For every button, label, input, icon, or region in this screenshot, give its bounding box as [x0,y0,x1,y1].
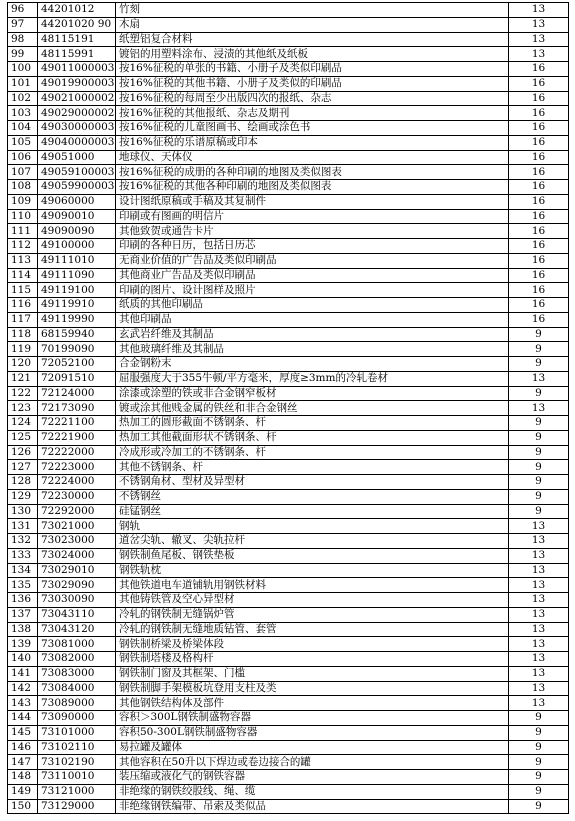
row-number-cell: 118 [8,327,38,342]
commodity-name-cell: 非绝缘的钢铁绞股线、绳、缆 [116,784,509,799]
table-row [8,47,569,62]
commodity-name-cell: 无商业价值的广告品及类似印刷品 [116,253,509,268]
tax-rate-cell: 16 [509,209,569,224]
table-row [8,371,569,386]
table-row [8,62,569,77]
commodity-name-cell: 按16%征税的乐谱原稿或印本 [116,135,509,150]
tax-rate-cell: 9 [509,504,569,519]
commodity-name-cell: 硅锰钢丝 [116,504,509,519]
table-row [8,180,569,195]
tax-rate-cell: 16 [509,194,569,209]
commodity-name-cell: 其他玻璃纤维及其制品 [116,342,509,357]
row-number-cell: 128 [8,475,38,490]
table-row [8,489,569,504]
table-row [8,327,569,342]
row-number-cell: 145 [8,725,38,740]
commodity-code-cell: 49021000002 [38,91,116,106]
tax-rate-cell: 16 [509,268,569,283]
row-number-cell: 113 [8,253,38,268]
row-number-cell: 112 [8,239,38,254]
commodity-name-cell: 不锈钢角材、型材及异型材 [116,475,509,490]
commodity-code-cell: 49059100003 [38,165,116,180]
commodity-name-cell: 涂漆或涂塑的铁或非合金钢窄板材 [116,386,509,401]
row-number-cell: 96 [8,3,38,18]
row-number-cell: 146 [8,740,38,755]
commodity-code-cell: 73101000 [38,725,116,740]
commodity-name-cell: 钢铁轨枕 [116,563,509,578]
tax-rate-cell: 13 [509,401,569,416]
commodity-name-cell: 钢铁制塔楼及格构杆 [116,652,509,667]
commodity-code-cell: 73089000 [38,696,116,711]
table-row [8,548,569,563]
commodity-code-cell: 73024000 [38,548,116,563]
tax-rate-cell: 16 [509,106,569,121]
tax-rate-cell: 13 [509,696,569,711]
table-row [8,298,569,313]
commodity-code-cell: 73110010 [38,770,116,785]
commodity-code-cell: 72224000 [38,475,116,490]
commodity-code-cell: 72091510 [38,371,116,386]
tax-rate-cell: 13 [509,519,569,534]
commodity-code-cell: 73030090 [38,593,116,608]
commodity-name-cell: 玄武岩纤维及其制品 [116,327,509,342]
table-row [8,239,569,254]
row-number-cell: 106 [8,150,38,165]
row-number-cell: 97 [8,17,38,32]
commodity-name-cell: 竹刻 [116,3,509,18]
table-row [8,76,569,91]
row-number-cell: 114 [8,268,38,283]
table-row [8,312,569,327]
commodity-name-cell: 其他铸铁管及空心异型材 [116,593,509,608]
commodity-code-cell: 72052100 [38,357,116,372]
commodity-code-cell: 73121000 [38,784,116,799]
commodity-code-cell: 73021000 [38,519,116,534]
table-row [8,607,569,622]
table-row [8,519,569,534]
table-row [8,283,569,298]
commodity-name-cell: 钢铁制桥梁及桥梁体段 [116,637,509,652]
commodity-code-cell: 68159940 [38,327,116,342]
table-row [8,770,569,785]
commodity-code-cell: 73023000 [38,534,116,549]
row-number-cell: 130 [8,504,38,519]
tax-rate-cell: 13 [509,47,569,62]
commodity-name-cell: 按16%征税的其他书籍、小册子及类似的印刷品 [116,76,509,91]
tax-rate-cell: 16 [509,121,569,136]
commodity-name-cell: 其他钢铁结构体及部件 [116,696,509,711]
commodity-code-cell: 73029010 [38,563,116,578]
commodity-code-cell: 49111010 [38,253,116,268]
commodity-code-cell: 73084000 [38,681,116,696]
table-row [8,711,569,726]
tax-rate-cell: 13 [509,563,569,578]
tax-rate-cell: 13 [509,548,569,563]
commodity-name-cell: 印刷或有图画的明信片 [116,209,509,224]
tax-rate-cell: 16 [509,298,569,313]
row-number-cell: 125 [8,430,38,445]
tax-rate-cell: 13 [509,3,569,18]
tax-rate-cell: 16 [509,283,569,298]
tax-rate-cell: 9 [509,784,569,799]
table-row [8,165,569,180]
row-number-cell: 137 [8,607,38,622]
row-number-cell: 142 [8,681,38,696]
row-number-cell: 103 [8,106,38,121]
tax-rate-cell: 9 [509,386,569,401]
tax-rate-cell: 16 [509,91,569,106]
commodity-name-cell: 热加工的圆形截面不锈钢条、杆 [116,416,509,431]
row-number-cell: 144 [8,711,38,726]
commodity-name-cell: 纸塑铝复合材料 [116,32,509,47]
tax-rate-cell: 9 [509,430,569,445]
commodity-code-cell: 49100000 [38,239,116,254]
commodity-name-cell: 钢铁制鱼尾板、钢铁垫板 [116,548,509,563]
row-number-cell: 134 [8,563,38,578]
table-row [8,209,569,224]
commodity-code-cell: 48115991 [38,47,116,62]
tax-rate-cell: 16 [509,239,569,254]
commodity-code-cell: 72223000 [38,460,116,475]
tax-rate-cell: 16 [509,224,569,239]
tax-rate-cell: 13 [509,32,569,47]
commodity-name-cell: 印刷的各种日历，包括日历芯 [116,239,509,254]
row-number-cell: 132 [8,534,38,549]
row-number-cell: 148 [8,770,38,785]
row-number-cell: 121 [8,371,38,386]
table-row [8,784,569,799]
table-row [8,460,569,475]
row-number-cell: 124 [8,416,38,431]
table-row [8,445,569,460]
commodity-code-cell: 49119990 [38,312,116,327]
tariff-rate-table [7,2,569,814]
commodity-name-cell: 地球仪、天体仪 [116,150,509,165]
commodity-name-cell: 印刷的图片、设计图样及照片 [116,283,509,298]
commodity-name-cell: 装压缩或液化气的钢铁容器 [116,770,509,785]
row-number-cell: 150 [8,799,38,814]
table-row [8,563,569,578]
tax-rate-cell: 13 [509,578,569,593]
tax-rate-cell: 9 [509,475,569,490]
commodity-code-cell: 73029090 [38,578,116,593]
commodity-name-cell: 非绝缘钢铁编带、吊索及类似品 [116,799,509,814]
commodity-name-cell: 按16%征税的儿童图画书、绘画或涂色书 [116,121,509,136]
tax-rate-cell: 13 [509,666,569,681]
commodity-name-cell: 木扇 [116,17,509,32]
commodity-code-cell: 48115191 [38,32,116,47]
table-row [8,401,569,416]
commodity-code-cell: 73043110 [38,607,116,622]
commodity-code-cell: 49030000003 [38,121,116,136]
commodity-code-cell: 73081000 [38,637,116,652]
table-row [8,268,569,283]
table-row [8,504,569,519]
table-row [8,91,569,106]
row-number-cell: 107 [8,165,38,180]
tax-rate-cell: 13 [509,622,569,637]
row-number-cell: 138 [8,622,38,637]
commodity-code-cell: 73129000 [38,799,116,814]
commodity-code-cell: 72221100 [38,416,116,431]
commodity-name-cell: 钢铁制门窗及其框架、门槛 [116,666,509,681]
tax-rate-cell: 9 [509,755,569,770]
tax-rate-cell: 16 [509,180,569,195]
row-number-cell: 100 [8,62,38,77]
table-row [8,150,569,165]
table-row [8,224,569,239]
commodity-name-cell: 按16%征税的每周至少出版四次的报纸、杂志 [116,91,509,106]
commodity-code-cell: 72222000 [38,445,116,460]
tax-rate-cell: 16 [509,150,569,165]
table-row [8,342,569,357]
commodity-name-cell: 容积＞300L钢铁制盛物容器 [116,711,509,726]
commodity-name-cell: 容积50-300L钢铁制盛物容器 [116,725,509,740]
table-row [8,17,569,32]
commodity-code-cell: 73102190 [38,755,116,770]
table-row [8,3,569,18]
tax-rate-cell: 16 [509,135,569,150]
row-number-cell: 108 [8,180,38,195]
commodity-name-cell: 其他铁道电车道铺轨用钢铁材料 [116,578,509,593]
row-number-cell: 133 [8,548,38,563]
commodity-code-cell: 73102110 [38,740,116,755]
tax-rate-cell: 16 [509,62,569,77]
commodity-name-cell: 镀或涂其他贱金属的铁丝和非合金钢丝 [116,401,509,416]
commodity-name-cell: 其他致贺或通告卡片 [116,224,509,239]
commodity-name-cell: 钢轨 [116,519,509,534]
commodity-code-cell: 73082000 [38,652,116,667]
table-body [8,3,569,814]
commodity-code-cell: 49011000003 [38,62,116,77]
commodity-name-cell: 其他容积在50升以下焊边或卷边接合的罐 [116,755,509,770]
row-number-cell: 136 [8,593,38,608]
table-row [8,32,569,47]
commodity-name-cell: 按16%征税的单张的书籍、小册子及类似印刷品 [116,62,509,77]
row-number-cell: 126 [8,445,38,460]
table-row [8,194,569,209]
commodity-code-cell: 73083000 [38,666,116,681]
tax-rate-cell: 16 [509,253,569,268]
row-number-cell: 111 [8,224,38,239]
commodity-name-cell: 不锈钢丝 [116,489,509,504]
tax-rate-cell: 13 [509,681,569,696]
table-row [8,357,569,372]
tax-rate-cell: 13 [509,593,569,608]
commodity-code-cell: 49019900003 [38,76,116,91]
commodity-name-cell: 屈服强度大于355牛顿/平方毫米，厚度≥3mm的冷轧卷材 [116,371,509,386]
tax-rate-cell: 13 [509,534,569,549]
commodity-code-cell: 49111090 [38,268,116,283]
commodity-code-cell: 73043120 [38,622,116,637]
commodity-code-cell: 49090010 [38,209,116,224]
table-row [8,416,569,431]
commodity-code-cell: 72292000 [38,504,116,519]
table-row [8,430,569,445]
commodity-code-cell: 72124000 [38,386,116,401]
commodity-code-cell: 49051000 [38,150,116,165]
commodity-code-cell: 49029000002 [38,106,116,121]
table-row [8,121,569,136]
commodity-name-cell: 纸质的其他印刷品 [116,298,509,313]
commodity-name-cell: 其他不锈钢条、杆 [116,460,509,475]
commodity-code-cell: 49119910 [38,298,116,313]
row-number-cell: 104 [8,121,38,136]
commodity-name-cell: 按16%征税的其他各种印刷的地图及类似图表 [116,180,509,195]
row-number-cell: 123 [8,401,38,416]
tax-rate-cell: 9 [509,799,569,814]
table-row [8,578,569,593]
row-number-cell: 105 [8,135,38,150]
row-number-cell: 102 [8,91,38,106]
table-row [8,253,569,268]
table-row [8,681,569,696]
commodity-name-cell: 合金钢粉末 [116,357,509,372]
row-number-cell: 117 [8,312,38,327]
row-number-cell: 140 [8,652,38,667]
commodity-name-cell: 道岔尖轨、辙叉、尖轨拉杆 [116,534,509,549]
table-row [8,799,569,814]
table-row [8,622,569,637]
tax-rate-cell: 16 [509,165,569,180]
tax-rate-cell: 9 [509,711,569,726]
commodity-name-cell: 冷成形或冷加工的不锈钢条、杆 [116,445,509,460]
commodity-code-cell: 44201012 [38,3,116,18]
row-number-cell: 101 [8,76,38,91]
tax-rate-cell: 9 [509,740,569,755]
row-number-cell: 120 [8,357,38,372]
commodity-code-cell: 49090090 [38,224,116,239]
commodity-code-cell: 49119100 [38,283,116,298]
commodity-code-cell: 70199090 [38,342,116,357]
row-number-cell: 139 [8,637,38,652]
commodity-code-cell: 44201020 90 [38,17,116,32]
row-number-cell: 149 [8,784,38,799]
commodity-name-cell: 按16%征税的其他报纸、杂志及期刊 [116,106,509,121]
tax-rate-cell: 9 [509,342,569,357]
tax-rate-cell: 9 [509,445,569,460]
table-row [8,637,569,652]
table-row [8,475,569,490]
tax-rate-cell: 16 [509,312,569,327]
row-number-cell: 119 [8,342,38,357]
commodity-name-cell: 热加工其他截面形状不锈钢条、杆 [116,430,509,445]
row-number-cell: 135 [8,578,38,593]
commodity-code-cell: 49059900003 [38,180,116,195]
commodity-name-cell: 冷轧的钢铁制无缝地质钻管、套管 [116,622,509,637]
commodity-name-cell: 镀铝的用塑料涂布、浸渍的其他纸及纸板 [116,47,509,62]
row-number-cell: 129 [8,489,38,504]
commodity-code-cell: 72230000 [38,489,116,504]
table-row [8,106,569,121]
commodity-code-cell: 72173090 [38,401,116,416]
commodity-name-cell: 钢铁制脚手架模板坑登用支柱及类 [116,681,509,696]
row-number-cell: 109 [8,194,38,209]
tax-rate-cell: 13 [509,637,569,652]
commodity-name-cell: 设计图纸原稿或手稿及其复制件 [116,194,509,209]
commodity-name-cell: 按16%征税的成册的各种印刷的地图及类似图表 [116,165,509,180]
tax-rate-cell: 13 [509,607,569,622]
commodity-code-cell: 49060000 [38,194,116,209]
row-number-cell: 122 [8,386,38,401]
tax-rate-cell: 9 [509,770,569,785]
table-row [8,135,569,150]
table-row [8,534,569,549]
tax-rate-cell: 13 [509,652,569,667]
tax-rate-cell: 9 [509,357,569,372]
table-row [8,652,569,667]
row-number-cell: 98 [8,32,38,47]
table-row [8,740,569,755]
tax-rate-cell: 16 [509,76,569,91]
tax-rate-cell: 13 [509,17,569,32]
row-number-cell: 127 [8,460,38,475]
row-number-cell: 147 [8,755,38,770]
row-number-cell: 131 [8,519,38,534]
row-number-cell: 99 [8,47,38,62]
commodity-code-cell: 72221900 [38,430,116,445]
row-number-cell: 110 [8,209,38,224]
commodity-name-cell: 易拉罐及罐体 [116,740,509,755]
tax-rate-cell: 9 [509,460,569,475]
row-number-cell: 115 [8,283,38,298]
tax-rate-cell: 9 [509,489,569,504]
row-number-cell: 141 [8,666,38,681]
commodity-name-cell: 冷轧的钢铁制无缝锅炉管 [116,607,509,622]
tax-rate-cell: 9 [509,327,569,342]
row-number-cell: 116 [8,298,38,313]
commodity-name-cell: 其他印刷品 [116,312,509,327]
commodity-code-cell: 73090000 [38,711,116,726]
table-row [8,725,569,740]
commodity-code-cell: 49040000003 [38,135,116,150]
tax-rate-cell: 9 [509,416,569,431]
table-row [8,593,569,608]
tax-rate-cell: 9 [509,725,569,740]
table-row [8,696,569,711]
table-row [8,755,569,770]
row-number-cell: 143 [8,696,38,711]
table-row [8,386,569,401]
commodity-name-cell: 其他商业广告品及类似印刷品 [116,268,509,283]
tax-rate-cell: 13 [509,371,569,386]
table-row [8,666,569,681]
